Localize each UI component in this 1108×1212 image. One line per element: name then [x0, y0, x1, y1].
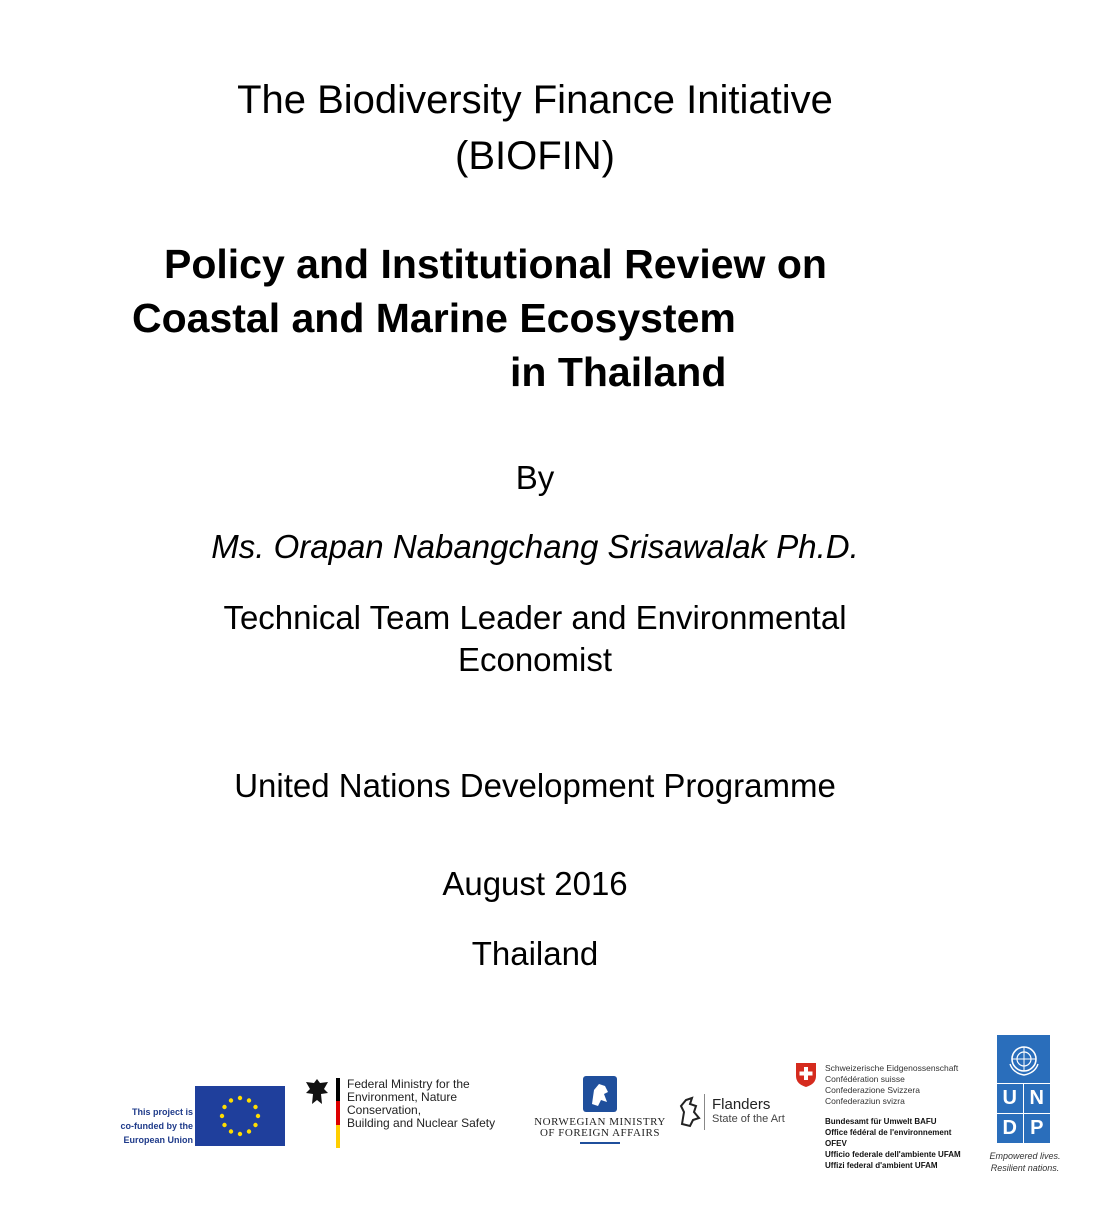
flanders-lion-icon: [678, 1094, 702, 1133]
norway-underline: [580, 1142, 620, 1144]
report-subtitle-line3: in Thailand: [510, 349, 727, 395]
country-name: Thailand: [471, 935, 599, 972]
undp-tag-line1: Empowered lives.: [989, 1151, 1061, 1161]
bmu-line1: Federal Ministry for the: [347, 1077, 470, 1091]
eu-note-line3: European Union: [123, 1135, 193, 1145]
author-name: Ms. Orapan Nabangchang Srisawalak Ph.D.: [211, 528, 859, 565]
german-eagle-icon: [304, 1077, 330, 1112]
undp-letter-u: U: [997, 1084, 1024, 1114]
norway-line1: NORWEGIAN MINISTRY: [534, 1116, 666, 1128]
bmu-line3: Building and Nuclear Safety: [347, 1116, 496, 1130]
swiss-bold1: Bundesamt für Umwelt BAFU: [825, 1117, 937, 1126]
swiss-cross-icon: [795, 1062, 817, 1093]
swiss-bold3: Ufficio federale dell'ambiente UFAM: [825, 1150, 961, 1159]
bmu-logo-text: [347, 1078, 527, 1130]
un-emblem-icon: [997, 1035, 1050, 1083]
author-role-line2: Economist: [457, 641, 613, 678]
eu-note-line1: This project is: [131, 1107, 193, 1117]
undp-letter-d: D: [997, 1114, 1024, 1143]
eu-note-line2: co-funded by the: [120, 1121, 193, 1131]
swiss-line3: Confederazione Svizzera: [825, 1085, 920, 1095]
flanders-subtitle: State of the Art: [712, 1113, 785, 1125]
flanders-logo-text: [712, 1096, 785, 1125]
norway-logo-text: [530, 1117, 670, 1139]
german-flag-bar: [336, 1078, 340, 1148]
swiss-line2: Confédération suisse: [825, 1074, 905, 1084]
undp-letter-grid: [997, 1083, 1050, 1143]
undp-tag-line2: Resilient nations.: [990, 1163, 1060, 1173]
organization-name: United Nations Development Programme: [234, 767, 836, 804]
undp-letter-n: N: [1024, 1084, 1051, 1114]
author-role-line1: Technical Team Leader and Environmental: [223, 599, 847, 636]
swiss-bold4: Uffizi federal d'ambient UFAM: [825, 1161, 938, 1170]
publication-date: August 2016: [442, 865, 628, 902]
flanders-divider: [704, 1094, 705, 1130]
flanders-title: Flanders: [712, 1096, 771, 1113]
undp-logo: [997, 1035, 1050, 1143]
swiss-line4: Confederaziun svizra: [825, 1096, 905, 1106]
report-title-line2: (BIOFIN): [455, 134, 615, 178]
swiss-foen-text: [825, 1116, 975, 1171]
report-subtitle-line1: Policy and Institutional Review on: [164, 241, 827, 287]
norwegian-lion-icon: [583, 1076, 617, 1117]
swiss-confederation-text: [825, 1063, 975, 1107]
swiss-line1: Schweizerische Eidgenossenschaft: [825, 1063, 959, 1073]
swiss-bold2: Office fédéral de l'environnement OFEV: [825, 1128, 952, 1148]
eu-flag-icon: [195, 1086, 285, 1146]
undp-tagline: [980, 1150, 1070, 1174]
bmu-line2: Environment, Nature Conservation,: [347, 1090, 458, 1117]
eu-cofunded-note: [113, 1105, 193, 1147]
norway-line2: OF FOREIGN AFFAIRS: [539, 1127, 661, 1139]
report-title-line1: The Biodiversity Finance Initiative: [237, 78, 833, 122]
by-label: By: [515, 459, 555, 496]
undp-letter-p: P: [1030, 1117, 1044, 1139]
report-subtitle-line2: Coastal and Marine Ecosystem: [132, 295, 736, 341]
